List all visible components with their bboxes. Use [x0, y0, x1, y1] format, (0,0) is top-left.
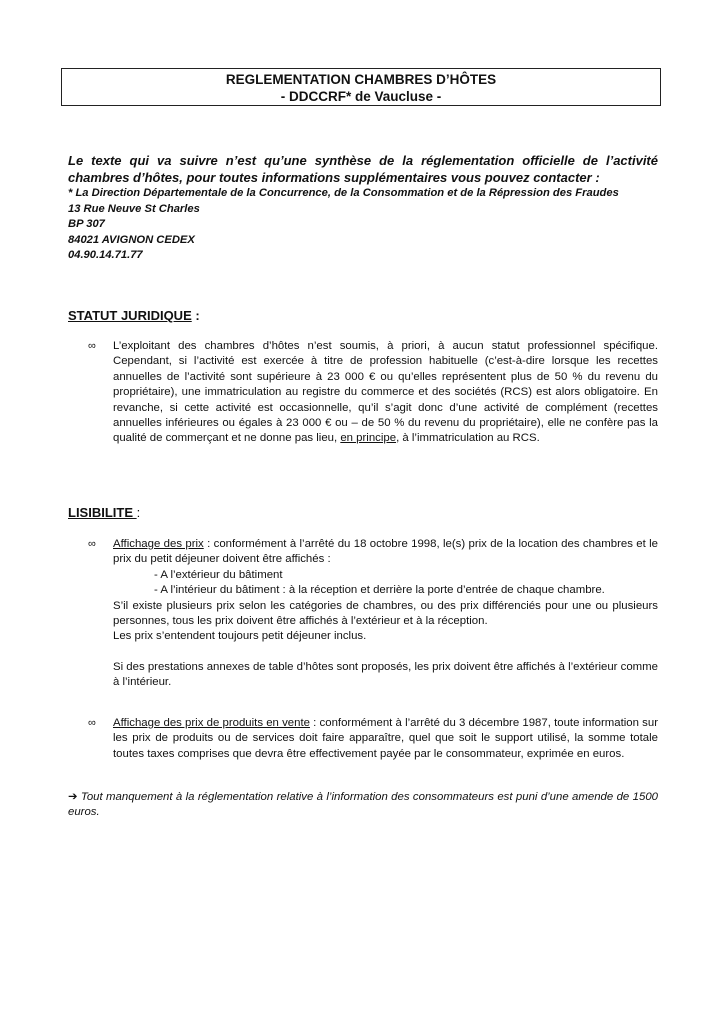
item1-first: [113, 537, 658, 568]
item1-para-1: S’il existe plusieurs prix selon les catégories de chambres, ou des prix différenciés pour une ou plusieurs personnes, tous les prix doivent être affichés à l’extérieur et à la réception.: [113, 599, 658, 628]
conclusion-text: Tout manquement à la réglementation relative à l’information des consommateurs est puni d’une amende de 1500 euros.: [68, 791, 658, 819]
statut-bullet: [88, 339, 658, 447]
title-line-2: - DDCCRF* de Vaucluse -: [280, 89, 442, 104]
statut-text-a: L’exploitant des chambres d’hôtes n’est soumis, à priori, à aucun statut professionnel spécifique. Cependant, si l’activité est exercée à titre de profession habituelle (c’est-à-dire lorsque les recettes annuelles de l’activité sont supérieure à 23 000 € ou qu’elles représentent plus de 50 % du revenu du propriétaire), une immatriculation au registre du commerce et des sociétés (RCS) est alors obligatoire. En revanche, si cette activité est occasionnelle, qu’il s’agit donc d’une activité de complément (recettes annuelles inférieures ou égales à 23 000 € ou – de 50 % du revenu du propriétaire), elle ne confère pas la qualité de commerçant et ne donne pas lieu,: [113, 340, 658, 445]
statut-text-b: , à l’immatriculation au RCS.: [396, 432, 540, 445]
item1-text: : conformément à l’arrêté du 18 octobre 1998, le(s) prix de la location des chambres et le prix du petit déjeuner doivent être affichés :: [113, 538, 658, 566]
statut-heading-text: STATUT JURIDIQUE: [68, 308, 192, 323]
title-line-1: REGLEMENTATION CHAMBRES D’HÔTES: [225, 72, 497, 87]
lisibilite-item-2: [88, 716, 658, 762]
item2-text: : conformément à l’arrêté du 3 décembre 1987, toute information sur les prix de produits ou de services doit faire apparaître, quel que soit le support utilisé, la somme totale toutes taxes comprises que devra être effectivement payée par le consommateur, exprimée en euros.: [113, 717, 658, 760]
statut-heading-colon: :: [191, 308, 200, 323]
arrow-right-icon: ➔: [68, 791, 78, 803]
item1-sub-2: - A l’intérieur du bâtiment : à la réception et derrière la porte d’entrée de chaque chambre.: [154, 584, 605, 597]
item1-sub-1: - A l’extérieur du bâtiment: [154, 568, 283, 581]
lisibilite-heading-text: LISIBILITE: [68, 505, 137, 520]
bullet-icon: ∞: [88, 340, 96, 352]
statut-paragraph: [113, 339, 658, 447]
contact-phone: 04.90.14.71.77: [68, 249, 143, 261]
contact-address-2: BP 307: [68, 218, 105, 230]
intro-lead: Le texte qui va suivre n’est qu’une synthèse de la réglementation officielle de l’activité chambres d’hôtes, pour toutes informations supplémentaires vous pouvez contacter :: [68, 153, 658, 185]
bullet-icon: ∞: [88, 538, 96, 550]
statut-underlined: en principe: [340, 432, 397, 445]
conclusion: [68, 790, 658, 821]
item1-para-2: Les prix s’entendent toujours petit déjeuner inclus.: [113, 630, 367, 643]
statut-heading: [68, 308, 200, 323]
lisibilite-heading-colon: :: [136, 505, 141, 520]
item1-label: Affichage des prix: [113, 538, 204, 550]
intro-block: [68, 152, 658, 264]
item2-content: [113, 716, 658, 762]
lisibilite-heading: [68, 505, 140, 520]
item1-para-3: Si des prestations annexes de table d’hôtes sont proposés, les prix doivent être affichés à l’extérieur comme à l’intérieur.: [113, 660, 658, 689]
contact-address-3: 84021 AVIGNON CEDEX: [68, 233, 195, 246]
contact-org: * La Direction Départementale de la Concurrence, de la Consommation et de la Répression des Fraudes: [68, 187, 619, 199]
contact-address-1: 13 Rue Neuve St Charles: [68, 202, 200, 215]
item1-content: [113, 537, 658, 691]
title-box: [61, 68, 661, 106]
item2-label: Affichage des prix de produits en vente: [113, 717, 310, 729]
bullet-icon: ∞: [88, 717, 96, 729]
lisibilite-item-1: [88, 537, 658, 691]
